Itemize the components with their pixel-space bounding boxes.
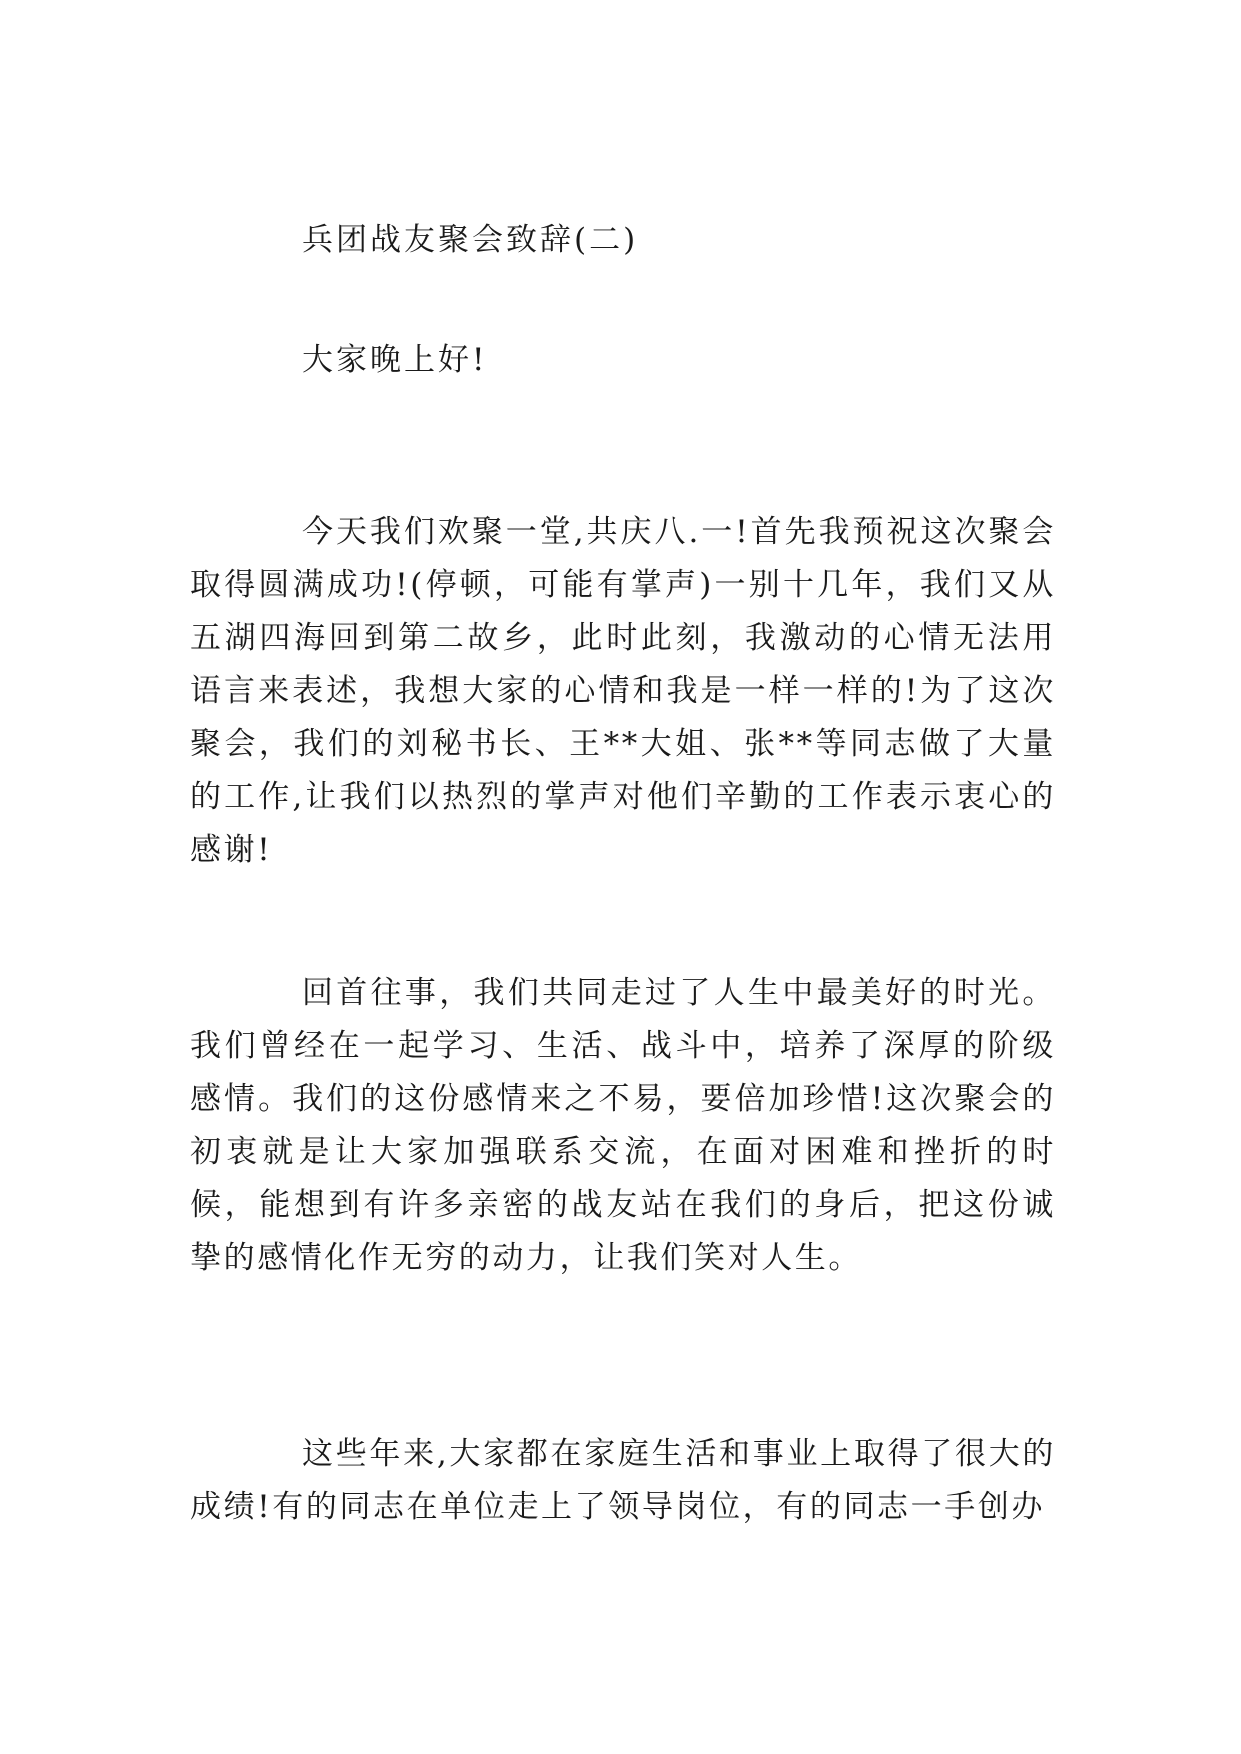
paragraph-2: 回首往事，我们共同走过了人生中最美好的时光。我们曾经在一起学习、生活、战斗中，培养了深厚的阶级感情。我们的这份感情来之不易，要倍加珍惜!这次聚会的初衷就是让大家加强联系交流，在面对困难和挫折的时候，能想到有许多亲密的战友站在我们的身后，把这份诚挚的感情化作无穷的动力，让我们笑对人生。 [190, 975, 1056, 1276]
greeting: 大家晚上好! [302, 342, 488, 378]
paragraph-1: 今天我们欢聚一堂,共庆八.一!首先我预祝这次聚会取得圆满成功!(停顿，可能有掌声)一别十几年，我们又从五湖四海回到第二故乡，此时此刻，我激动的心情无法用语言来表述，我想大家的心情和我是一样一样的!为了这次聚会，我们的刘秘书长、王**大姐、张**等同志做了大量的工作,让我们以热烈的掌声对他们辛勤的工作表示衷心的感谢! [190, 514, 1056, 868]
document-title: 兵团战友聚会致辞(二) [302, 222, 639, 258]
paragraph-3: 这些年来,大家都在家庭生活和事业上取得了很大的成绩!有的同志在单位走上了领导岗位，有的同志一手创办 [190, 1436, 1056, 1525]
